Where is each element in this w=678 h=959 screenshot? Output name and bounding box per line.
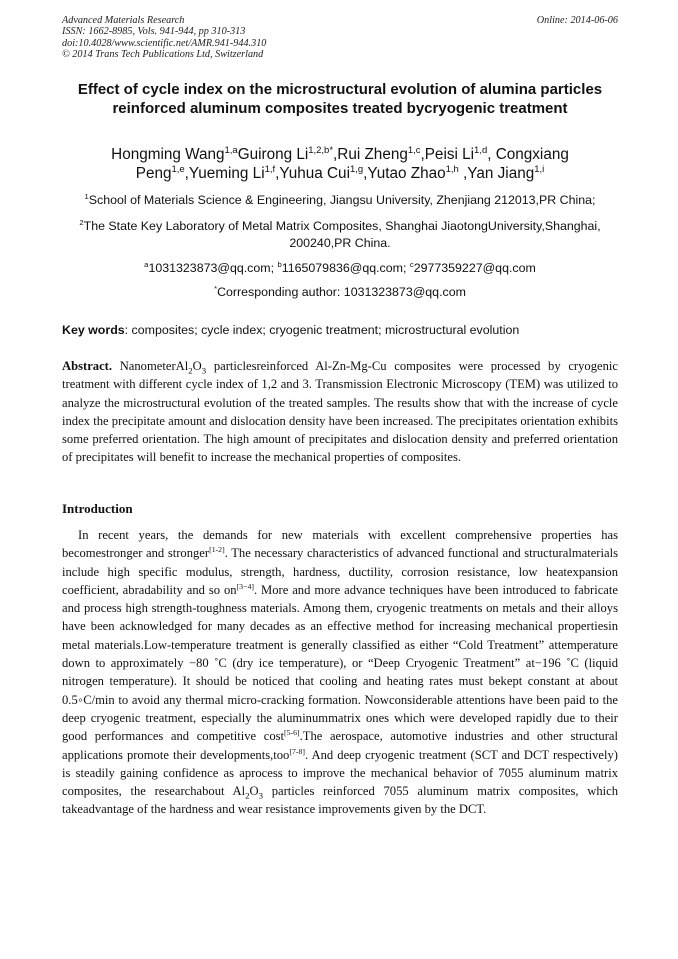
keywords-text: : composites; cycle index; cryogenic treatment; microstructural evolution bbox=[124, 323, 520, 337]
author-list bbox=[62, 145, 618, 183]
copyright-line: © 2014 Trans Tech Publications Ltd, Switzerland bbox=[62, 48, 264, 60]
affiliation-2: $^2$The State Key Laboratory of Metal Matrix Composites, Shanghai JiaotongUniversity,Shanghai, 200240,PR China. bbox=[79, 217, 601, 250]
author: , Congxiang Peng$^{1,e}$ bbox=[135, 146, 569, 182]
citation[interactable]: [5-6] bbox=[284, 728, 300, 738]
introduction-body bbox=[62, 526, 618, 819]
email-line: $^a$1031323873@qq.com; $^b$1165079836@qq.com; $^c$2977359227@qq.com bbox=[144, 259, 536, 275]
doi-line: doi:10.4028/www.scientific.net/AMR.941-944.310 bbox=[62, 37, 267, 49]
abstract-label: Abstract. bbox=[62, 359, 113, 373]
keywords-label: Key words bbox=[62, 323, 125, 337]
citation[interactable]: [1-2] bbox=[209, 545, 225, 555]
email-link[interactable]: 2977359227@qq.com bbox=[413, 261, 536, 275]
author: Guirong $Li^{1,2,b*}$ bbox=[237, 144, 334, 163]
keywords bbox=[62, 322, 618, 339]
running-header bbox=[62, 15, 618, 60]
email-link[interactable]: 1031323873@qq.com; bbox=[148, 261, 278, 275]
email-link[interactable]: 1165079836@qq.com; bbox=[281, 261, 410, 275]
corresponding-author: *Corresponding author: 1031323873@qq.com bbox=[214, 283, 466, 299]
paragraph: In recent years, the demands for new materials with excellent comprehensive properties has becomestronger and stronger[1-2]. The necessary characteristics of advanced functional and structuralmaterials include high specific modulus, strength, hardness, ductility, corrosion resistance, low heatexpansion coefficient, abradability and so on[3−4]. More and more advance techniques have been introduced to fabricate and process high strength-toughness materials. Among them, cryogenic treatments on metals and their alloys have been acknowledged for many decades as an effective method for increasing mechanical propertiesin metal materials.Low-temperature treatment is generally classified as either “Cold Treatment” attemperature down to approximately −80 ˚C (dry ice temperature), or “Deep Cryogenic Treatment” at−196 ˚C (liquid nitrogen temperature). It should be noticed that cooling and heating rates must bekept constant at about 0.5◦C/min to avoid any thermal micro-cracking formation. Nowconsiderable attentions have been paid to the deep cryogenic treatment, especially the aluminummatrix ones which were developed rapidly due to their good performances and competitive cost[5-6].The aerospace, automotive industries and other structural applications promote their developments,too[7-8]. And deep cryogenic treatment (SCT and DCT respectively) is steadily gaining confidence as aprocess to improve the mechanical behavior of 7055 aluminum matrix composites, the researchabout $Al_2O_3$ particles reinforced 7055 aluminum matrix composites, which takeadvantage of the hardness and wear resistance improvements given by the DCT. bbox=[62, 528, 619, 817]
paper-title: Effect of cycle index on the microstructural evolution of alumina particles reinforced aluminum composites treated bycryogenic treatment bbox=[77, 81, 603, 117]
author: ,Yutao Zhao$^{1,h}$ bbox=[363, 163, 459, 182]
issn-line: ISSN: 1662-8985, Vols. 941-944, pp 310-313 bbox=[62, 26, 246, 38]
journal-name: Advanced Materials Research bbox=[62, 15, 185, 26]
affiliation-1: $^1$School of Materials Science & Engineering, Jiangsu University, Zhenjiang 212013,PR China; bbox=[84, 191, 596, 207]
online-date: Online: 2014-06-06 bbox=[536, 15, 618, 26]
author: ,Yueming Li$^{1,f}$ bbox=[184, 163, 276, 182]
abstract: Abstract. $NanometerAl_2O_3$ particlesreinforced Al-Zn-Mg-Cu composites were processed by cryogenic treatment with different cycle index of 1,2 and 3. Transmission Electronic Microscopy (TEM) was utilized to analyze the microstructural evolution of the treated samples. The results show that with the increase of cycle index the precipitate amount and dislocation density have been increased. The precipitates orientation exhibits some preferred orientation. The high amount of precipitates and dislocation density and preferred orientation of precipitates will benefit to increase the mechanical properties of composites. bbox=[62, 359, 618, 465]
author: ,Peisi Li$^{1,d}$ bbox=[420, 144, 488, 163]
author: Hongming Wang$^{1,a}$ bbox=[111, 144, 238, 163]
author: ,Yuhua Cui$^{1,g}$ bbox=[275, 163, 364, 182]
author: ,Yan Jiang$^{1,i}$ bbox=[458, 163, 545, 182]
citation[interactable]: [7-8] bbox=[289, 746, 305, 756]
section-heading-introduction: Introduction bbox=[62, 501, 133, 516]
citation[interactable]: [3−4] bbox=[236, 581, 254, 591]
author: ,Rui Zheng$^{1,c}$ bbox=[333, 144, 421, 163]
